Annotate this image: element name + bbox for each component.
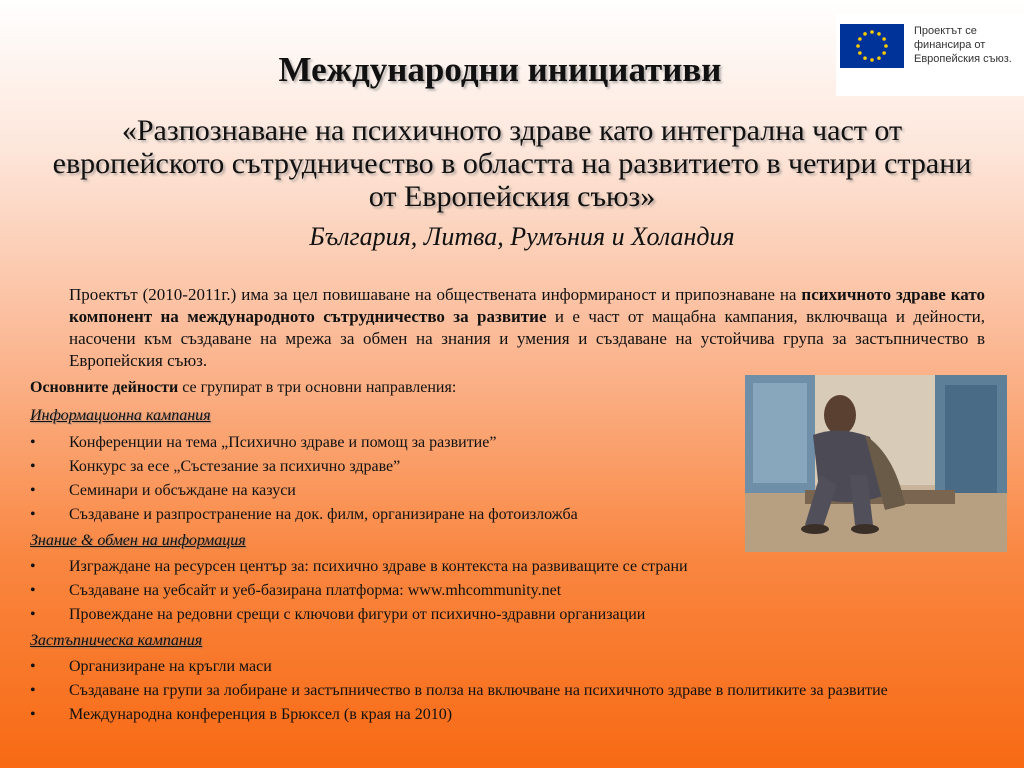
list-item (30, 657, 990, 677)
section-heading-knowledge-exchange: Знание & обмен на информация (30, 532, 246, 549)
bullet-icon: • (30, 606, 36, 623)
project-countries: България, Литва, Румъния и Холандия (309, 222, 735, 251)
description-text-start: Проектът (2010-2011г.) има за цел повишаване на обществената информираност и припознаване на (69, 285, 802, 304)
list-item-text: Семинари и обсъждане на казуси (69, 482, 296, 499)
bullet-icon: • (30, 506, 36, 523)
eu-star (863, 32, 867, 36)
eu-star (877, 32, 881, 36)
section-heading-information-campaign: Информационна кампания (30, 407, 211, 424)
eu-funding-text: Проектът се финансира от Европейския съюз. (914, 25, 1012, 65)
project-name: «Разпознаване на психичното здраве като интегрална част от европейското сътрудничество в областта на развитието в четири страни от Европейския съюз» (52, 114, 972, 213)
list-item (30, 581, 990, 601)
activities-intro-bold: Основните дейности (30, 379, 179, 396)
bullet-icon: • (30, 682, 36, 699)
photo-image (745, 375, 1007, 552)
list-item (30, 505, 730, 525)
description-emphasis: психичното здраве като компонент на международното сътрудничество за развитие (69, 285, 985, 326)
list-item (30, 681, 990, 701)
bullet-icon: • (30, 582, 36, 599)
page-title: Международни инициативи (278, 50, 722, 89)
eu-star (884, 44, 888, 48)
list-item-text: Конференции на тема „Психично здраве и помощ за развитие” (69, 434, 497, 451)
advocacy-campaign-list (30, 657, 990, 729)
list-item-text: Изграждане на ресурсен център за: психично здраве в контекста на развиващите се страни (69, 558, 688, 575)
description-text-end: и е част от мащабна кампания, включваща и дейности, насочени към създаване на мрежа за обмен на знания и умения и създаване на устойчива група за застъпничество в Европейския съюз. (69, 307, 985, 370)
bullet-icon: • (30, 658, 36, 675)
project-description (69, 284, 985, 372)
list-item-text: Международна конференция в Брюксел (в края на 2010) (69, 706, 453, 723)
list-item (30, 557, 990, 577)
list-item (30, 705, 990, 725)
section-heading-advocacy-campaign: Застъпническа кампания (30, 632, 203, 649)
list-item (30, 433, 730, 453)
list-item-text: Провеждане на редовни срещи с ключови фигури от психично-здравни организации (69, 606, 646, 623)
list-item (30, 457, 730, 477)
list-item-text: Конкурс за есе „Състезание за психично здраве” (69, 458, 401, 475)
list-item (30, 481, 730, 501)
list-item-text: Създаване на уебсайт и уеб-базирана платформа: www.mhcommunity.net (69, 582, 562, 599)
information-campaign-list (30, 433, 730, 529)
eu-star (870, 30, 874, 34)
photo-seated-man (745, 375, 1007, 552)
knowledge-exchange-list (30, 557, 990, 629)
list-item-text: Организиране на кръгли маси (69, 658, 272, 675)
bullet-icon: • (30, 482, 36, 499)
bullet-icon: • (30, 458, 36, 475)
list-item-text: Създаване и разпространение на док. филм, организиране на фотоизложба (69, 506, 578, 523)
bullet-icon: • (30, 706, 36, 723)
bullet-icon: • (30, 558, 36, 575)
bullet-icon: • (30, 434, 36, 451)
eu-star (882, 37, 886, 41)
eu-star (856, 44, 860, 48)
activities-intro-text: се групират в три основни направления: (178, 379, 457, 396)
list-item-text: Създаване на групи за лобиране и застъпничество в полза на включване на психичното здраве в политиките за развитие (69, 682, 888, 699)
eu-star (858, 37, 862, 41)
list-item (30, 605, 990, 625)
activities-intro (30, 378, 730, 398)
